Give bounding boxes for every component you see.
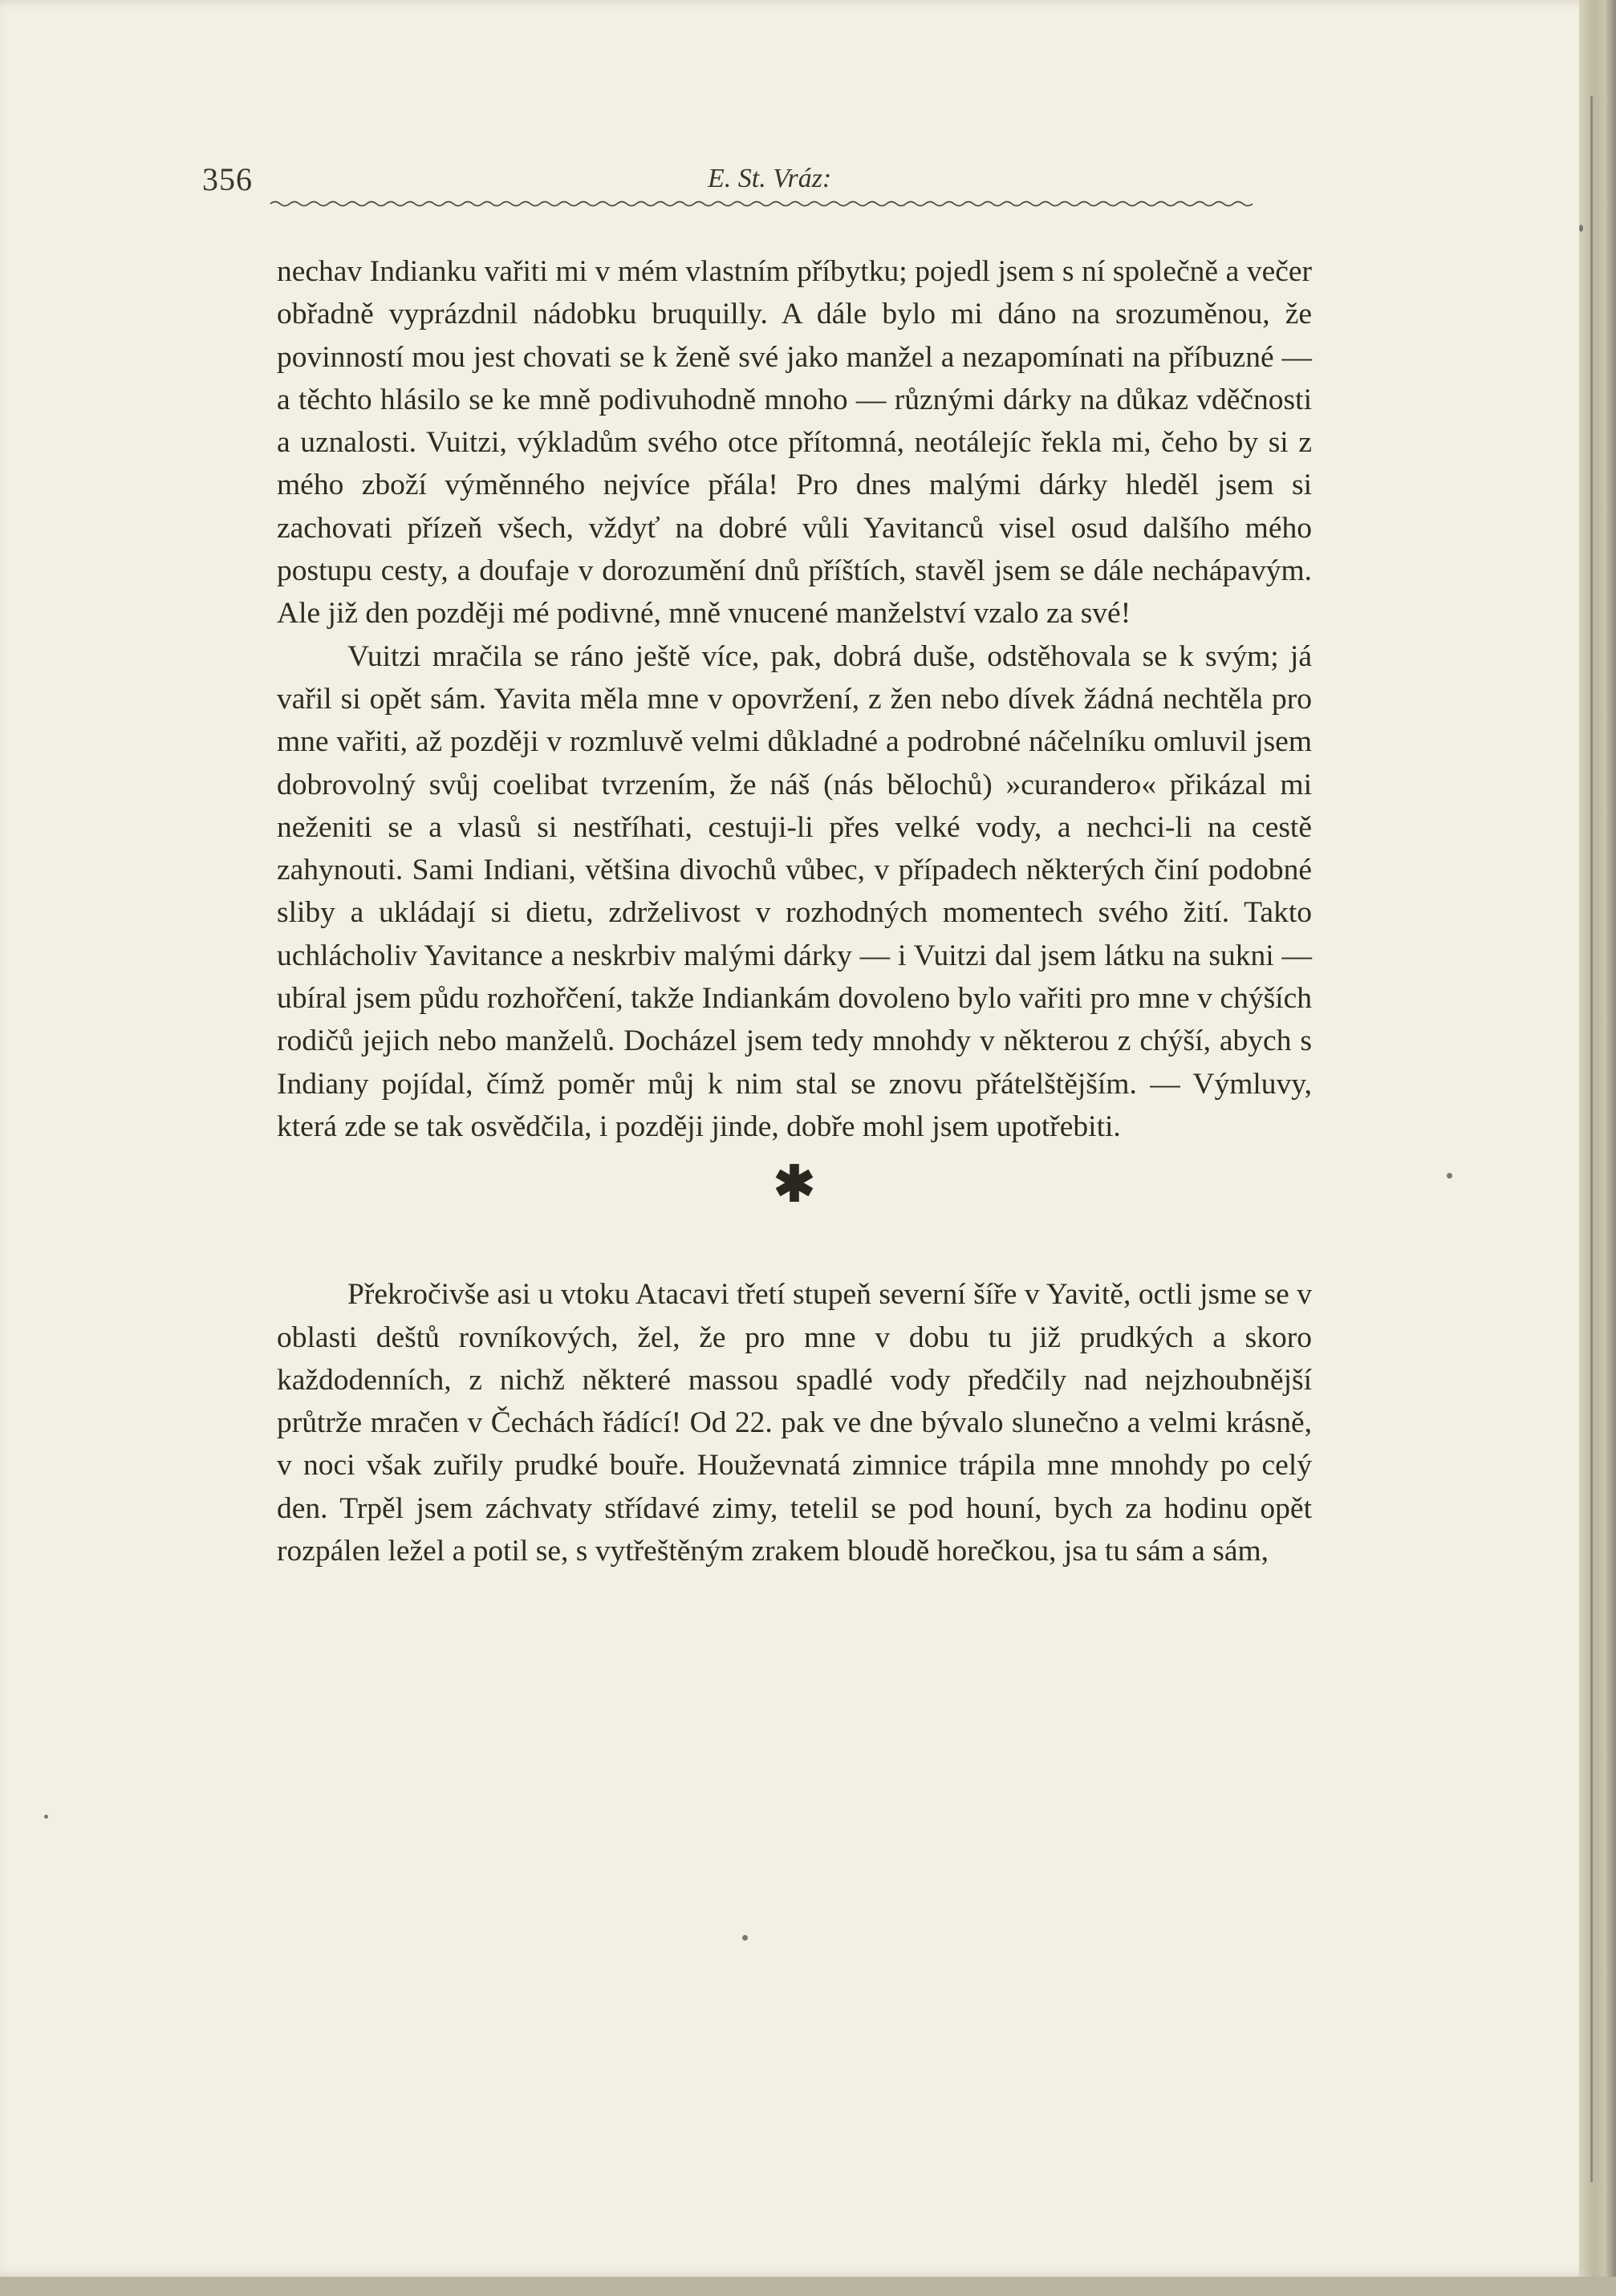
- asterisk-glyph: ✱: [773, 1158, 815, 1213]
- decorative-wavy-rule: [202, 199, 1309, 209]
- paragraph-3: Překročivše asi u vtoku Atacavi třetí stupeň severní šíře v Yavitě, octli jsme se v oblasti deštů rovníkových, žel, že pro mne v dobu tu již prudkých a skoro každodenních, z nichž některé massou spadlé vody předčily nad nejzhoubnější průtrže mračen v Čechách řádící! Od 22. pak ve dne bývalo slunečno a velmi krásně, v noci však zuřily prudké bouře. Houževnatá zimnice trápila mne mnohdy po celý den. Trpěl jsem záchvaty střídavé zimy, tetelil se pod houní, bych za hodinu opět rozpálen ležel a potil se, s vytřeštěným zrakem bloudě horečkou, jsa tu sám a sám,: [277, 1278, 1312, 1568]
- paper-speck: [44, 1815, 48, 1819]
- paper-speck: [1447, 1173, 1452, 1178]
- paragraph-1: nechav Indianku vařiti mi v mém vlastním příbytku; pojedl jsem s ní společně a večer obřadně vyprázdnil nádobku bruquilly. A dále bylo mi dáno na srozuměnou, že povinností mou jest chovati se k ženě své jako manžel a nezapomínati na příbuzné — a těchto hlásilo se ke mně podivuhodně mnoho — různými dárky na důkaz vděčnosti a uznalosti. Vuitzi, výkladům svého otce přítomná, neotálejíc řekla mi, čeho by si z mého zboží výměnného nejvíce přála! Pro dnes malými dárky hleděl jsem si zachovati přízeň všech, vždyť na dobré vůli Yavitanců visel osud dalšího mého postupu cesty, a doufaje v dorozumění dnů příštích, stavěl jsem se dále nechápavým. Ale již den později mé podivné, mně vnucené manželství vzalo za své!: [277, 255, 1312, 631]
- paper-speck: [1579, 225, 1583, 232]
- page-header: [202, 160, 1309, 217]
- running-head: E. St. Vráz:: [708, 164, 832, 193]
- page-number: 356: [202, 161, 253, 197]
- body-text: [277, 250, 1312, 1572]
- page-edge: [1579, 0, 1616, 2296]
- section-separator-asterisk: [277, 1148, 1312, 1212]
- paragraph-2: Vuitzi mračila se ráno ještě více, pak, dobrá duše, odstěhovala se k svým; já vařil si opět sám. Yavita měla mne v opovržení, z žen nebo dívek žádná nechtěla pro mne vařiti, až později v rozmluvě velmi důkladné a podrobné náčelníku omluvil jsem dobrovolný svůj coelibat tvrzením, že náš (nás bělochů) »curandero« přikázal mi neženiti se a vlasů si nestříhati, cestuji-li přes velké vody, a nechci-li na cestě zahynouti. Sami Indiani, většina divochů vůbec, v případech některých činí podobné sliby a ukládají si dietu, zdrželivost v rozhodných momentech svého žití. Takto uchlácholiv Yavitance a neskrbiv malými dárky — i Vuitzi dal jsem látku na sukni — ubíral jsem půdu rozhořčení, takže Indiankám dovoleno bylo vařiti pro mne v chýších rodičů jejich nebo manželů. Docházel jsem tedy mnohdy v některou z chýší, abych s Indiany pojídal, čímž poměr můj k nim stal se znovu přátelštějším. — Výmluvy, která zde se tak osvědčila, i později jinde, dobře mohl jsem upotřebiti.: [277, 639, 1312, 1143]
- scan-border: [0, 2277, 1616, 2296]
- binding-shadow: [1590, 96, 1593, 2182]
- paper-speck: [742, 1935, 748, 1941]
